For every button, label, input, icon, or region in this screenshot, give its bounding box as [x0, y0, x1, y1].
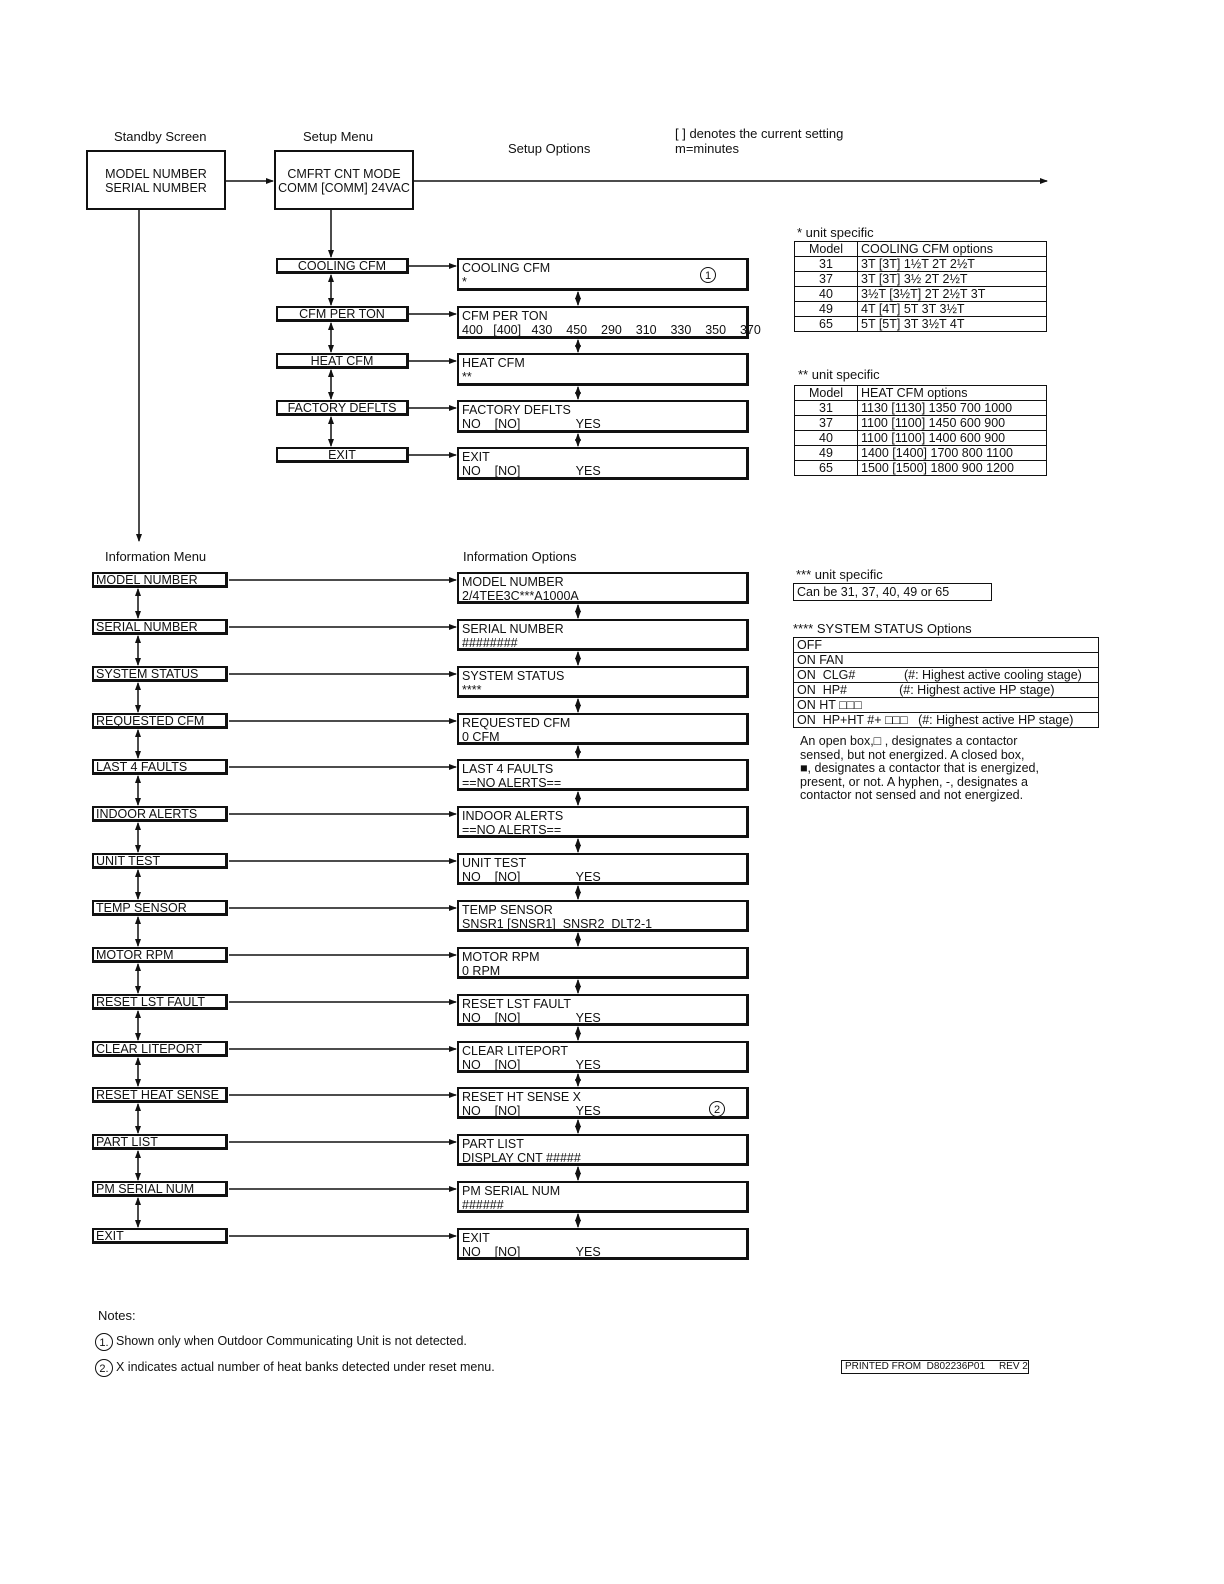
comfort-control-mode: CMFRT CNT MODE — [287, 167, 401, 181]
setup-option-title: EXIT — [462, 450, 490, 464]
setup-menu-box — [274, 150, 414, 210]
cooling-table-title: * unit specific — [797, 225, 874, 240]
setup-option-title: HEAT CFM — [462, 356, 525, 370]
legend-current-setting: [ ] denotes the current setting — [675, 126, 844, 141]
heat-options-cell: 1100 [1100] 1400 600 900 — [858, 431, 1047, 446]
information-option-title: MOTOR RPM — [462, 950, 540, 964]
status-option: ON HT □□□ — [794, 698, 1099, 713]
heat-model-cell: 40 — [795, 431, 858, 446]
setup-option-box — [457, 447, 749, 480]
system-status-options-table — [793, 637, 1099, 728]
setup-menu-item[interactable]: HEAT CFM — [276, 353, 409, 369]
legend-minutes: m=minutes — [675, 141, 739, 156]
information-option-box — [457, 1087, 749, 1119]
information-option-title: REQUESTED CFM — [462, 716, 571, 730]
box-note-line: An open box,□ , designates a contactor — [800, 734, 1018, 748]
notes-title: Notes: — [98, 1308, 136, 1323]
heat-cfm-options-table — [794, 385, 1047, 476]
information-option-title: INDOOR ALERTS — [462, 809, 564, 823]
information-option-title: SYSTEM STATUS — [462, 669, 565, 683]
information-option-box — [457, 572, 749, 604]
cooling-options-cell: 3T [3T] 3½ 2T 2½T — [858, 272, 1047, 287]
comm-setting: COMM [COMM] 24VAC — [278, 181, 410, 195]
printed-from-footer — [841, 1360, 1029, 1374]
information-option-box — [457, 1041, 749, 1073]
note-text-1: Shown only when Outdoor Communicating Unit is not detected. — [116, 1334, 467, 1348]
information-menu-item[interactable]: PM SERIAL NUM — [92, 1181, 228, 1197]
cooling-options-cell: 4T [4T] 5T 3T 3½T — [858, 302, 1047, 317]
heat-model-cell: 49 — [795, 446, 858, 461]
information-menu-item[interactable]: REQUESTED CFM — [92, 713, 228, 729]
cooling-options-cell: 3½T [3½T] 2T 2½T 3T — [858, 287, 1047, 302]
information-menu-item[interactable]: MOTOR RPM — [92, 947, 228, 963]
setup-option-box — [457, 306, 761, 339]
setup-option-values: * — [462, 275, 467, 289]
information-option-box — [457, 1134, 749, 1166]
setup-menu-item[interactable]: COOLING CFM — [276, 258, 409, 274]
setup-option-values: NO [NO] YES — [462, 417, 601, 431]
information-option-values: ==NO ALERTS== — [462, 823, 562, 837]
status-option: ON CLG# (#: Highest active cooling stage) — [794, 668, 1099, 683]
heat-header-options: HEAT CFM options — [858, 386, 1047, 401]
cooling-model-cell: 49 — [795, 302, 858, 317]
setup-menu-item[interactable]: FACTORY DEFLTS — [276, 400, 409, 416]
note-number-1: 1. — [95, 1333, 113, 1351]
information-options-heading: Information Options — [463, 549, 577, 564]
note-number-2: 2. — [95, 1359, 113, 1377]
box-note-line: present, or not. A hyphen, -, designates a — [800, 774, 1028, 789]
box-note-line: contactor not sensed and not energized. — [800, 788, 1024, 803]
information-option-title: RESET LST FAULT — [462, 997, 572, 1011]
cooling-options-cell: 5T [5T] 3T 3½T 4T — [858, 317, 1047, 332]
system-status-options-title: **** SYSTEM STATUS Options — [793, 621, 972, 636]
setup-menu-heading: Setup Menu — [303, 129, 374, 144]
information-option-title: PART LIST — [462, 1137, 524, 1151]
information-option-values: 2/4TEE3C***A1000A — [462, 589, 579, 603]
heat-options-cell: 1100 [1100] 1450 600 900 — [858, 416, 1047, 431]
setup-option-values: NO [NO] YES — [462, 464, 601, 478]
information-option-box — [457, 806, 749, 838]
setup-option-values: ** — [462, 370, 472, 384]
cooling-model-cell: 40 — [795, 287, 858, 302]
setup-option-box — [457, 400, 749, 433]
information-option-box — [457, 1228, 749, 1260]
information-menu-item[interactable]: SYSTEM STATUS — [92, 666, 228, 682]
information-option-values: DISPLAY CNT ##### — [462, 1151, 581, 1165]
cooling-cfm-options-table — [794, 241, 1047, 332]
information-option-values: ######## — [462, 636, 518, 650]
setup-option-title: CFM PER TON — [462, 309, 548, 323]
information-option-title: UNIT TEST — [462, 856, 527, 870]
information-option-box — [457, 1181, 749, 1213]
model-options-text: Can be 31, 37, 40, 49 or 65 — [797, 585, 950, 599]
information-option-title: CLEAR LITEPORT — [462, 1044, 569, 1058]
heat-model-cell: 31 — [795, 401, 858, 416]
heat-model-cell: 37 — [795, 416, 858, 431]
note-marker: 1 — [700, 267, 716, 283]
information-menu-item[interactable]: TEMP SENSOR — [92, 900, 228, 916]
standby-screen-heading: Standby Screen — [114, 129, 207, 144]
information-menu-item[interactable]: INDOOR ALERTS — [92, 806, 228, 822]
information-menu-item[interactable]: MODEL NUMBER — [92, 572, 228, 588]
cooling-header-options: COOLING CFM options — [858, 242, 1047, 257]
status-option: OFF — [794, 638, 1099, 653]
setup-options-heading: Setup Options — [508, 141, 591, 156]
information-option-box — [457, 759, 749, 791]
setup-menu-item[interactable]: EXIT — [276, 447, 409, 463]
information-option-values: ==NO ALERTS== — [462, 776, 562, 790]
information-option-box — [457, 713, 749, 745]
model-options-box — [793, 583, 992, 601]
information-option-title: TEMP SENSOR — [462, 903, 553, 917]
information-option-title: LAST 4 FAULTS — [462, 762, 554, 776]
information-option-title: EXIT — [462, 1231, 490, 1245]
information-option-title: SERIAL NUMBER — [462, 622, 564, 636]
setup-option-box — [457, 258, 749, 291]
heat-options-cell: 1400 [1400] 1700 800 1100 — [858, 446, 1047, 461]
information-option-values: NO [NO] YES — [462, 870, 601, 884]
information-option-box — [457, 947, 749, 979]
information-option-box — [457, 619, 749, 651]
model-unit-specific-title: *** unit specific — [796, 567, 883, 582]
information-menu-item[interactable]: PART LIST — [92, 1134, 228, 1150]
setup-menu-item[interactable]: CFM PER TON — [276, 306, 409, 322]
information-option-values: ###### — [462, 1198, 504, 1212]
setup-option-box — [457, 353, 749, 386]
information-menu-item[interactable]: RESET HEAT SENSE — [92, 1087, 228, 1103]
information-option-values: NO [NO] YES — [462, 1104, 601, 1118]
setup-option-values: 400 [400] 430 450 290 310 330 350 370 — [462, 323, 761, 337]
information-option-title: MODEL NUMBER — [462, 575, 564, 589]
information-menu-item[interactable]: UNIT TEST — [92, 853, 228, 869]
information-option-box — [457, 994, 749, 1026]
standby-model-number: MODEL NUMBER — [105, 167, 207, 181]
information-option-title: PM SERIAL NUM — [462, 1184, 561, 1198]
information-option-box — [457, 666, 749, 698]
information-option-box — [457, 853, 749, 885]
cooling-model-cell: 31 — [795, 257, 858, 272]
information-option-values: NO [NO] YES — [462, 1245, 601, 1259]
status-option: ON HP# (#: Highest active HP stage) — [794, 683, 1099, 698]
status-option: ON HP+HT #+ □□□ (#: Highest active HP stage) — [794, 713, 1099, 728]
information-menu-item[interactable]: EXIT — [92, 1228, 228, 1244]
setup-option-title: COOLING CFM — [462, 261, 551, 275]
note-text-2: X indicates actual number of heat banks detected under reset menu. — [116, 1360, 495, 1374]
information-option-values: NO [NO] YES — [462, 1011, 601, 1025]
note-marker: 2 — [709, 1101, 725, 1117]
information-option-title: RESET HT SENSE X — [462, 1090, 582, 1104]
cooling-model-cell: 65 — [795, 317, 858, 332]
cooling-header-model: Model — [795, 242, 858, 257]
heat-options-cell: 1130 [1130] 1350 700 1000 — [858, 401, 1047, 416]
box-note-line: sensed, but not energized. A closed box, — [800, 747, 1025, 762]
standby-screen-box — [86, 150, 226, 210]
heat-options-cell: 1500 [1500] 1800 900 1200 — [858, 461, 1047, 476]
cooling-model-cell: 37 — [795, 272, 858, 287]
status-option: ON FAN — [794, 653, 1099, 668]
information-menu-heading: Information Menu — [105, 549, 207, 564]
box-note-line: ■, designates a contactor that is energized, — [800, 761, 1039, 776]
information-menu-item[interactable]: LAST 4 FAULTS — [92, 759, 228, 775]
information-option-values: 0 CFM — [462, 730, 500, 744]
heat-table-title: ** unit specific — [798, 367, 880, 382]
cooling-options-cell: 3T [3T] 1½T 2T 2½T — [858, 257, 1047, 272]
heat-header-model: Model — [795, 386, 858, 401]
information-option-values: 0 RPM — [462, 964, 501, 978]
information-menu-item[interactable]: RESET LST FAULT — [92, 994, 228, 1010]
information-option-values: SNSR1 [SNSR1] SNSR2 DLT2-1 — [462, 917, 653, 931]
information-menu-item[interactable]: CLEAR LITEPORT — [92, 1041, 228, 1057]
information-option-box — [457, 900, 749, 932]
information-option-values: **** — [462, 683, 482, 697]
setup-option-title: FACTORY DEFLTS — [462, 403, 571, 417]
heat-model-cell: 65 — [795, 461, 858, 476]
information-option-values: NO [NO] YES — [462, 1058, 601, 1072]
information-menu-item[interactable]: SERIAL NUMBER — [92, 619, 228, 635]
printed-from-text: PRINTED FROM D802236P01 REV 2 — [845, 1361, 1028, 1372]
contactor-box-note — [800, 735, 1039, 803]
standby-serial-number: SERIAL NUMBER — [105, 181, 207, 195]
